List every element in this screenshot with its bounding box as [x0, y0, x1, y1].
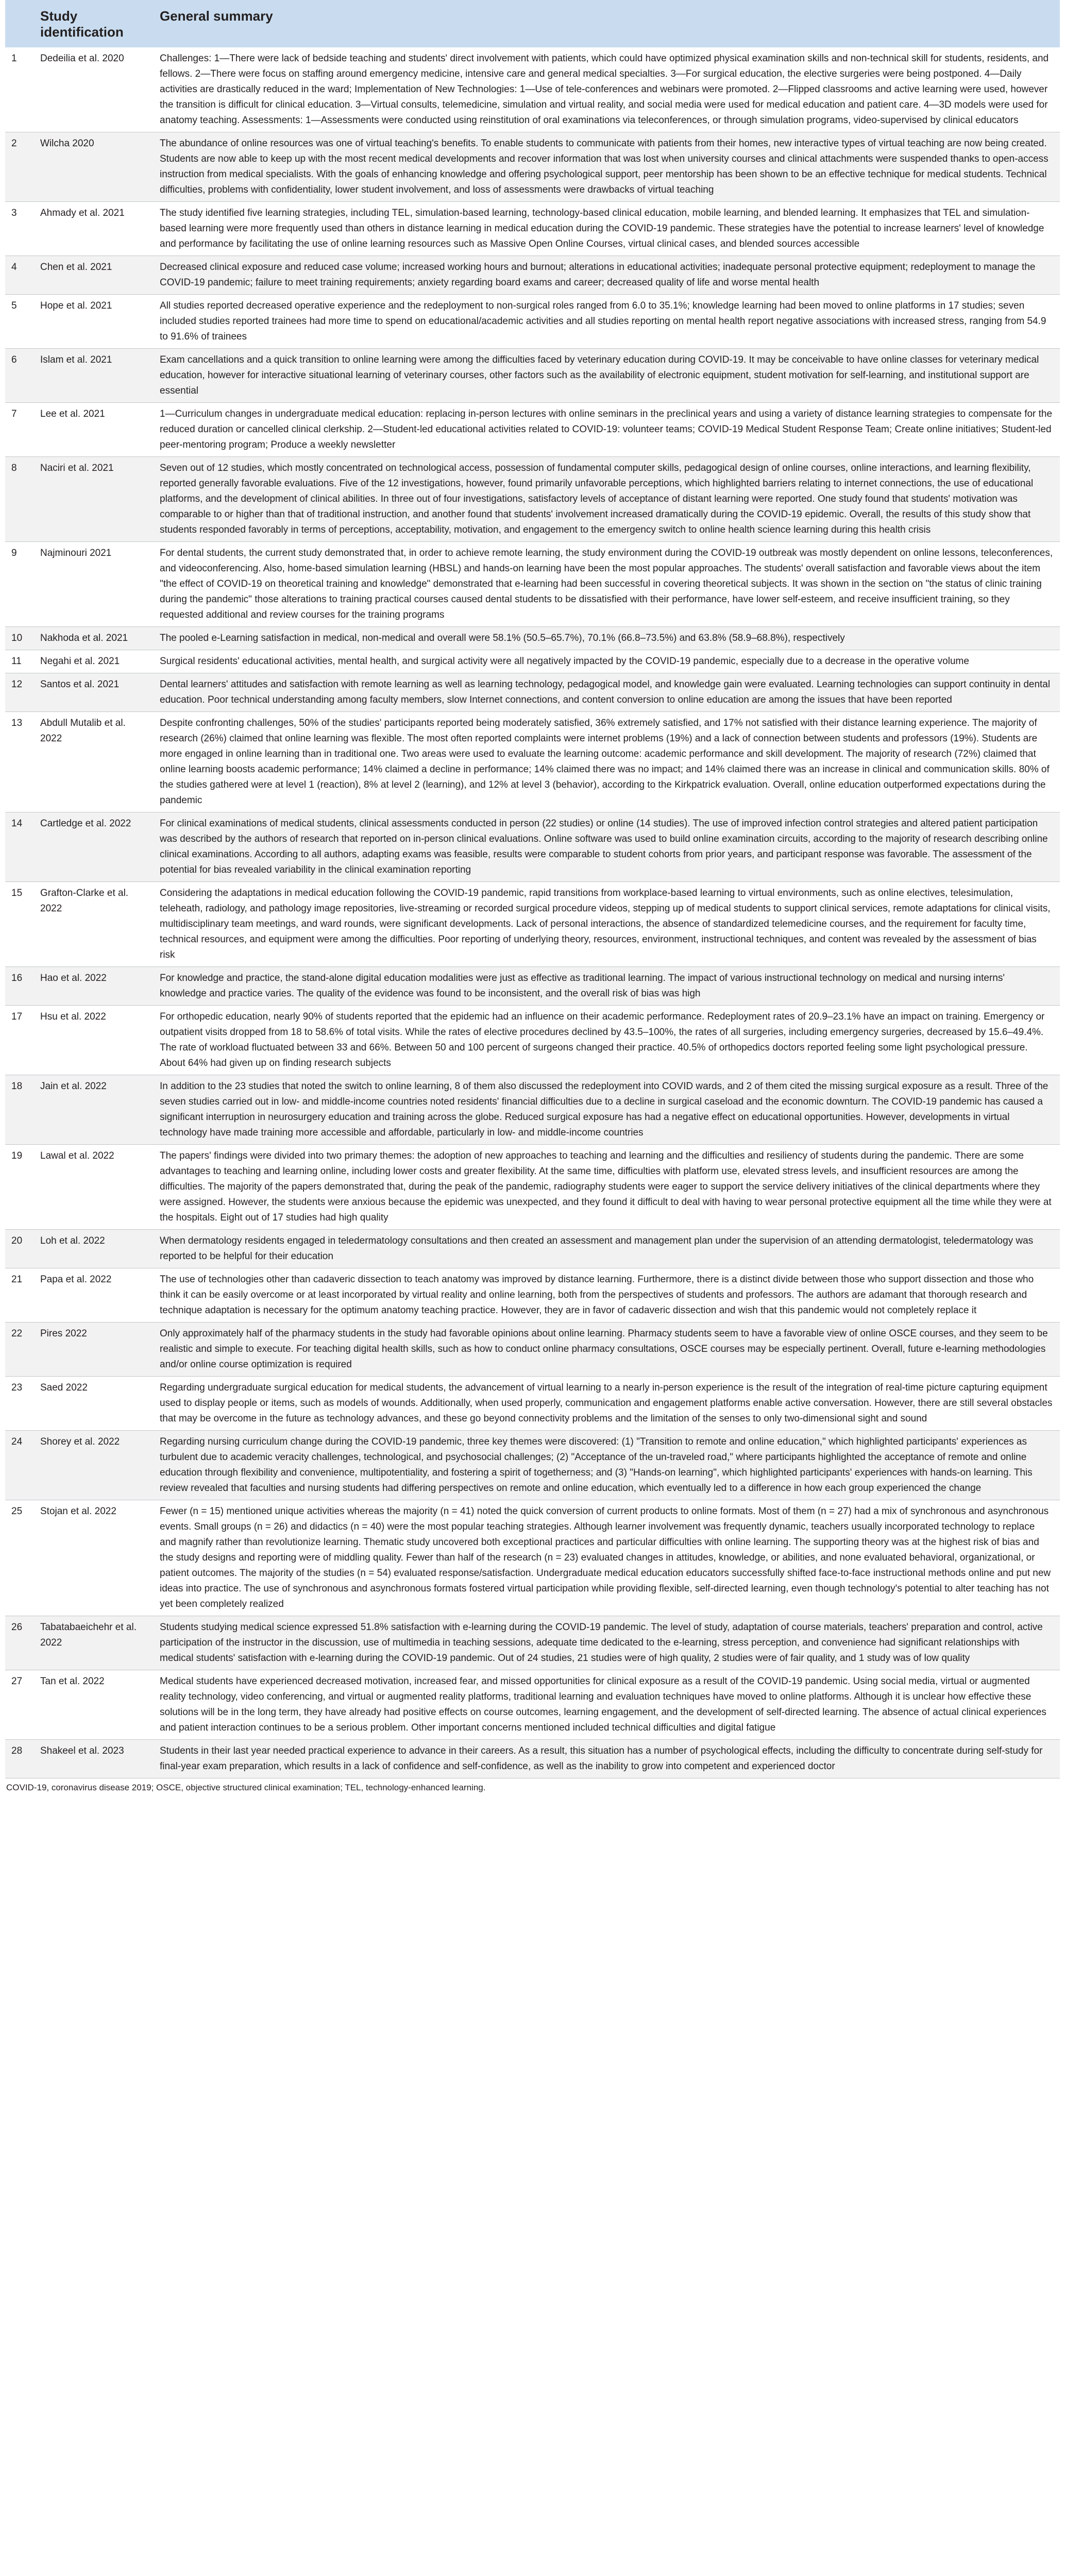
general-summary-cell: Fewer (n = 15) mentioned unique activities whereas the majority (n = 41) noted the quick conversion of current products to online formats. Most of them (n = 27) had a mix of synchronous and asynchronous events. Small groups (n = 26) and didactics (n = 40) were the most popular teaching strategies. Although learner involvement was frequently dynamic, teachers usually incorporated technology to replace and magnify rather than revolutionize learning. Thematic study uncovered both exceptional practices and particular difficulties with online learning. The supporting theory was at the highest risk of bias and the study designs and reporting were of middling quality. Fewer than half of the research (n = 23) evaluated changes in attitudes, knowledge, or abilities, and none evaluated behavioral, organizational, or patient outcomes. The majority of the studies (n = 54) evaluated response/satisfaction. Undergraduate medical education educators successfully shifted face-to-face instructional methods online and put new ideas into practice. The use of synchronous and asynchronous formats fostered virtual participation while providing flexible, self-directed learning, even though technology's potential to alter teaching has not yet been completely realized: [154, 1500, 1060, 1616]
table-row: [5, 673, 1060, 712]
general-summary-cell: Students studying medical science expressed 51.8% satisfaction with e-learning during the COVID-19 pandemic. The level of study, adaptation of course materials, teachers' preparation and control, active participation of the instructor in the discussion, use of multimedia in teaching sessions, adequate time dedicated to the e-learning, stress perception, and convenience had significant relationships with medical students' satisfaction with e-learning during the COVID-19 pandemic. Out of 24 studies, 21 studies were of high quality, 2 studies were of fair quality, and 1 study was of low quality: [154, 1616, 1060, 1670]
row-number: 26: [5, 1616, 34, 1670]
table-row: [5, 132, 1060, 202]
row-number: 14: [5, 812, 34, 882]
table-header: [5, 0, 1060, 47]
row-number: 13: [5, 712, 34, 812]
general-summary-cell: Only approximately half of the pharmacy students in the study had favorable opinions about online learning. Pharmacy students seem to have a favorable view of online OSCE courses, and they seem to be realistic and simple to execute. For teaching digital health skills, such as how to conduct online pharmacy consultations, OSCE courses may be especially pertinent. Overall, future e-learning methodologies and/or online course optimization is required: [154, 1323, 1060, 1377]
study-identification-cell: Tan et al. 2022: [34, 1670, 154, 1740]
row-number: 16: [5, 967, 34, 1006]
study-identification-cell: Stojan et al. 2022: [34, 1500, 154, 1616]
table-row: [5, 1377, 1060, 1431]
general-summary-cell: 1—Curriculum changes in undergraduate medical education: replacing in-person lectures with online seminars in the preclinical years and using a variety of distance learning strategies to compensate for the reduced duration or cancelled clinical clerkship. 2—Student-led educational activities related to COVID-19: volunteer teams; COVID-19 Medical Student Response Team; Create online initiatives; Student-led peer-mentoring program; Produce a weekly newsletter: [154, 403, 1060, 457]
table-row: [5, 1006, 1060, 1075]
study-identification-cell: Lawal et al. 2022: [34, 1145, 154, 1230]
study-identification-cell: Papa et al. 2022: [34, 1268, 154, 1323]
row-number: 8: [5, 457, 34, 542]
general-summary-cell: Dental learners' attitudes and satisfaction with remote learning as well as learning technology, pedagogical model, and knowledge gain were evaluated. Learning technologies can support continuity in dental education. Poor technical understanding among faculty members, slow Internet connections, and content conversion to online education are among the issues that have been reported: [154, 673, 1060, 712]
table-row: [5, 256, 1060, 295]
row-number: 25: [5, 1500, 34, 1616]
row-number: 15: [5, 882, 34, 967]
study-identification-cell: Hao et al. 2022: [34, 967, 154, 1006]
general-summary-cell: Students in their last year needed practical experience to advance in their careers. As a result, this situation has a number of psychological effects, including the difficulty to concentrate during self-study for final-year exam preparation, which results in a lack of confidence and self-confidence, as well as the inability to grow into competent and experienced doctor: [154, 1740, 1060, 1778]
study-identification-cell: Islam et al. 2021: [34, 349, 154, 403]
table-row: [5, 457, 1060, 542]
study-identification-cell: Chen et al. 2021: [34, 256, 154, 295]
row-number: 6: [5, 349, 34, 403]
row-number: 24: [5, 1431, 34, 1500]
general-summary-cell: Challenges: 1—There were lack of bedside teaching and students' direct involvement with patients, which could have optimized physical examination skills and non-technical skill for students, residents, and fellows. 2—There were focus on staffing around emergency medicine, intensive care and general medical specialties. 3—For surgical education, the elective surgeries were being postponed. 4—Daily activities are drastically reduced in the ward; Implementation of New Technologies: 1—Use of tele-conferences and webinars were promoted. 2—Flipped classrooms and active learning were used, however the transition is difficult for clinical education. 3—Virtual consults, telemedicine, simulation and virtual reality, and social media were used for medical education and patient care. 4—3D models were used for anatomy teaching. Assessments: 1—Assessments were conducted using reinstitution of oral examinations via teleconferences, or through simulation programs, video-supervised by clinical educators: [160, 53, 1049, 126]
study-identification-cell: Loh et al. 2022: [34, 1230, 154, 1268]
table-footnote: COVID-19, coronavirus disease 2019; OSCE, objective structured clinical examination; TEL, technology-enhanced learning.: [6, 1783, 486, 1792]
general-summary-cell: In addition to the 23 studies that noted the switch to online learning, 8 of them also discussed the redeployment into COVID wards, and 2 of them cited the missing surgical exposure as a result. Three of the seven studies carried out in low- and middle-income countries noted residents' financial difficulties due to a decline in surgical caseload and the economic downturn. The COVID-19 pandemic has caused a significant interruption in neurosurgery education and training across the globe. Reduced surgical exposure has had a negative effect on educational opportunities. However, developments in virtual technology have made training more accessible and affordable, particularly in low- and middle-income countries: [154, 1075, 1060, 1145]
study-identification-cell: Cartledge et al. 2022: [34, 812, 154, 882]
study-identification-cell: Dedeilia et al. 2020: [40, 53, 124, 64]
table-row: [5, 1145, 1060, 1230]
general-summary-cell: The papers' findings were divided into two primary themes: the adoption of new approaches to teaching and learning and the difficulties and resiliency of students during the pandemic. There are some advantages to teaching and learning online, including lower costs and greater flexibility. At the same time, difficulties with platform use, elevated stress levels, and insufficient resources are among the difficulties. The majority of the papers demonstrated that, during the peak of the pandemic, radiography students were eager to support the service delivery initiatives of the clinical departments where they were assigned. However, the students were anxious because the epidemic was unexpected, and they found it difficult to deal with having to wear personal protective equipment all the time while they were at the hospitals. Eight out of 17 studies had high quality: [154, 1145, 1060, 1230]
general-summary-cell: The use of technologies other than cadaveric dissection to teach anatomy was improved by distance learning. Furthermore, there is a distinct divide between those who support dissection and those who think it can be easily overcome or at least incorporated by virtual reality and online learning, both from the perspectives of students and professors. The authors are adamant that thorough research and technique adaptation is necessary for the optimum anatomy teaching practice. However, they are in favor of cadaveric dissection and wish that this pandemic would not completely replace it: [154, 1268, 1060, 1323]
study-identification-cell: Nakhoda et al. 2021: [34, 627, 154, 650]
study-identification-cell: Shorey et al. 2022: [34, 1431, 154, 1500]
row-number: 9: [5, 542, 34, 627]
row-number: 18: [5, 1075, 34, 1145]
table-row: [5, 1500, 1060, 1616]
study-identification-cell: Abdull Mutalib et al. 2022: [34, 712, 154, 812]
table-row: [5, 1670, 1060, 1740]
general-summary-cell: For knowledge and practice, the stand-alone digital education modalities were just as effective as traditional learning. The impact of various instructional technology on medical and nursing interns' knowledge and practice varies. The quality of the evidence was found to be inconsistent, and the overall risk of bias was high: [154, 967, 1060, 1006]
table-row: [5, 1740, 1060, 1778]
general-summary-cell: When dermatology residents engaged in teledermatology consultations and then created an assessment and management plan under the supervision of an attending dermatologist, teledermatology was reported to be helpful for their education: [154, 1230, 1060, 1268]
row-number: 10: [5, 627, 34, 650]
table-row: [5, 349, 1060, 403]
row-number: 23: [5, 1377, 34, 1431]
summary-table: [5, 0, 1060, 1778]
row-number: 5: [5, 295, 34, 349]
study-identification-cell: Najminouri 2021: [34, 542, 154, 627]
study-identification-cell: Santos et al. 2021: [34, 673, 154, 712]
header-number: [5, 0, 34, 47]
general-summary-cell: Regarding undergraduate surgical education for medical students, the advancement of virtual learning to a nearly in-person experience is the result of the integration of real-time picture capturing equipment used to display people or items, such as models of wounds. Additionally, when used properly, communication and engagement platforms enable active conversation. However, there are still several obstacles that may be overcome in the future as technology advances, and these go beyond connectivity problems and the limitation of the senses to only two-dimensional sight and sound: [154, 1377, 1060, 1431]
row-number: 27: [5, 1670, 34, 1740]
study-identification-cell: Saed 2022: [34, 1377, 154, 1431]
study-identification-cell: Naciri et al. 2021: [34, 457, 154, 542]
table-row: [5, 542, 1060, 627]
table-row: [5, 1616, 1060, 1670]
table-row: [5, 627, 1060, 650]
study-identification-cell: Negahi et al. 2021: [34, 650, 154, 673]
general-summary-cell: For orthopedic education, nearly 90% of students reported that the epidemic had an influence on their academic performance. Redeployment rates of 20.9–23.1% have an impact on training. Emergency or outpatient visits dropped from 18 to 58.6% of total visits. While the rates of elective procedures declined by 43.5–100%, the rates of all surgeries, including emergency surgeries, decreased by 15.6–49.4%. The rate of workload fluctuated between 33 and 66%. Between 50 and 100 percent of surgeons changed their practice. 40.5% of orthopedics doctors reported feeling some light psychological pressure. About 64% had given up on finding research subjects: [154, 1006, 1060, 1075]
header-row: [5, 0, 1060, 47]
study-identification-cell: Hsu et al. 2022: [34, 1006, 154, 1075]
row-number: 19: [5, 1145, 34, 1230]
row-number: 20: [5, 1230, 34, 1268]
general-summary-cell: Seven out of 12 studies, which mostly concentrated on technological access, possession of fundamental computer skills, pedagogical design of online courses, online interactions, and learning flexibility, reported generally favorable evaluations. Five of the 12 investigations, however, found primarily unfavorable perceptions, which highlighted barriers relating to internet connections, the use of educational platforms, and the development of clinical abilities. In three out of four investigations, satisfactory levels of acceptance of distant learning were reported. One study found that students' motivation was comparable to or higher than that of traditional instruction, and another found that students' involvement increased dramatically during the COVID-19 epidemic. Overall, the results of this study show that students responded favorably in terms of perceptions, acceptability, motivation, and engagement to the emergency switch to online health science learning during this health crisis: [154, 457, 1060, 542]
row-number: 4: [5, 256, 34, 295]
table-row: [5, 967, 1060, 1006]
row-number: 3: [5, 202, 34, 256]
table-row: [5, 1230, 1060, 1268]
row-number: 28: [5, 1740, 34, 1778]
table-row: [5, 202, 1060, 256]
study-identification-cell: Grafton-Clarke et al. 2022: [34, 882, 154, 967]
general-summary-cell: Surgical residents' educational activities, mental health, and surgical activity were all negatively impacted by the COVID-19 pandemic, especially due to a decrease in the operative volume: [154, 650, 1060, 673]
general-summary-cell: The pooled e-Learning satisfaction in medical, non-medical and overall were 58.1% (50.5–65.7%), 70.1% (66.8–73.5%) and 63.8% (58.9–68.8%), respectively: [154, 627, 1060, 650]
header-general-summary: General summary: [154, 0, 1060, 47]
table-row: [5, 1075, 1060, 1145]
table-row: [5, 812, 1060, 882]
general-summary-cell: Regarding nursing curriculum change during the COVID-19 pandemic, three key themes were discovered: (1) "Transition to remote and online education," which highlighted participants' experiences as turbulent due to academic veracity challenges, technological, and psychosocial challenges; (2) "Acceptance of the un-traveled road," where participants highlighted the acceptance of remote and online education through flexibility and convenience, multipotentiality, and fostering a spirit of togetherness; and (3) "Hands-on learning", which highlighted participants' experiences with hands-on learning. This review revealed that faculties and nursing students had differing perspectives on remote and online education, which eventually led to a difference in how each group experienced the change: [154, 1431, 1060, 1500]
general-summary-cell: Despite confronting challenges, 50% of the studies' participants reported being moderately satisfied, 36% extremely satisfied, and 17% not satisfied with their distance learning experience. The majority of research (26%) claimed that online learning was flexible. The most often reported complaints were internet problems (19%) and a lack of connection between students and professors (19%). Students are more engaged in online learning than in traditional one. Two areas were used to evaluate the learning outcome: academic performance and skill development. The majority of research (72%) claimed that online learning boosts academic performance; 14% claimed a decline in performance; 14% claimed there was no impact; and 14% claimed there was an increase in clinical and communication skills. 80% of the studies gathered were at level 1 (reaction), 8% at level 2 (learning), and 12% at level 3 (behavior), according to the Kirkpatrick evaluation. Overall, online education outperformed expectations during the pandemic: [154, 712, 1060, 812]
table-row: [5, 47, 1060, 132]
study-identification-cell: Tabatabaeichehr et al. 2022: [34, 1616, 154, 1670]
study-identification-cell: Pires 2022: [34, 1323, 154, 1377]
table-row: [5, 403, 1060, 457]
row-number: 7: [5, 403, 34, 457]
study-identification-cell: Wilcha 2020: [34, 132, 154, 202]
study-identification-cell: Lee et al. 2021: [34, 403, 154, 457]
row-number: 22: [5, 1323, 34, 1377]
study-identification-cell: Shakeel et al. 2023: [34, 1740, 154, 1778]
row-number: 12: [5, 673, 34, 712]
row-number: 1: [11, 53, 17, 64]
general-summary-cell: The abundance of online resources was one of virtual teaching's benefits. To enable students to communicate with patients from their homes, new interactive types of virtual teaching are now being created. Students are now able to keep up with the most recent medical developments and recover information that was lost when university courses and clinical attachments were suspended thanks to open-access instruction from medical specialists. With the goals of enhancing knowledge and offering psychological support, peer mentorship has been shown to be an effective technique for medical students. Technical difficulties, problems with confidentiality, lower student involvement, and loss of assessments were drawbacks of virtual teaching: [154, 132, 1060, 202]
general-summary-cell: Medical students have experienced decreased motivation, increased fear, and missed opportunities for clinical exposure as a result of the COVID-19 pandemic. Using social media, virtual or augmented reality technology, video conferencing, and virtual or augmented reality platforms, traditional learning and evaluation techniques have moved to online platforms. Although it is unclear how effective these solutions will be in the long term, they have already had positive effects on course outcomes, learning engagement, and the development of self-directed learning. The absence of actual clinical experiences and patient interaction continues to be a serious problem. Other important concerns mentioned included technical difficulties and digital fatigue: [154, 1670, 1060, 1740]
table-row: [5, 1323, 1060, 1377]
study-identification-cell: Jain et al. 2022: [34, 1075, 154, 1145]
table-row: [5, 1268, 1060, 1323]
general-summary-cell: All studies reported decreased operative experience and the redeployment to non-surgical roles ranged from 6.0 to 35.1%; knowledge learning had been moved to online platforms in 17 studies; seven included studies reported trainees had more time to spend on educational/academic activities and all studies reporting on mental health report negative associations with increased stress, ranging from 54.9 to 91.6% of trainees: [154, 295, 1060, 349]
table-row: [5, 1431, 1060, 1500]
study-identification-cell: Ahmady et al. 2021: [34, 202, 154, 256]
row-number: 11: [5, 650, 34, 673]
row-number: 2: [5, 132, 34, 202]
general-summary-cell: The study identified five learning strategies, including TEL, simulation-based learning, technology-based clinical education, mobile learning, and blended learning. It emphasizes that TEL and simulation-based learning were more frequently used than others in distance learning in medical education during the COVID-19 pandemic. These strategies have the potential to increase learners' level of knowledge and performance by facilitating the use of online learning resources such as Massive Open Online Courses, virtual clinical cases, and blended sources accessible: [154, 202, 1060, 256]
table-row: [5, 712, 1060, 812]
table-row: [5, 295, 1060, 349]
table-row: [5, 650, 1060, 673]
general-summary-cell: For dental students, the current study demonstrated that, in order to achieve remote learning, the study environment during the COVID-19 outbreak was mostly dependent on online lessons, teleconferences, and videoconferencing. Also, home-based simulation learning (HBSL) and hands-on learning have been the most popular approaches. The students' overall satisfaction and favorable views about the item "the effect of COVID-19 on theoretical training and knowledge" demonstrated that e-learning had been successful in covering theoretical subjects. It was shown in the section on "the status of clinic training during the pandemic" those alterations to training practical courses caused dental students to be dissatisfied with their performance, have lower self-esteem, and receive insufficient training, so they requested additional and review courses for the training programs: [154, 542, 1060, 627]
header-study-identification: Study identification: [34, 0, 154, 47]
table-row: [5, 882, 1060, 967]
row-number: 21: [5, 1268, 34, 1323]
general-summary-cell: Exam cancellations and a quick transition to online learning were among the difficulties faced by veterinary education during COVID-19. It may be conceivable to have online classes for veterinary medical education, however for interactive situational learning of veterinary courses, other factors such as the availability of electronic equipment, student motivation for self-learning, and institutional support are essential: [154, 349, 1060, 403]
general-summary-cell: Decreased clinical exposure and reduced case volume; increased working hours and burnout; alterations in educational activities; inadequate personal protective equipment; redeployment to manage the COVID-19 pandemic; failure to meet training requirements; anxiety regarding board exams and career; decreased quality of life and worse mental health: [154, 256, 1060, 295]
table-body: [5, 47, 1060, 1778]
general-summary-cell: For clinical examinations of medical students, clinical assessments conducted in person (22 studies) or online (14 studies). The use of improved infection control strategies and altered patient participation was described by the authors of research that reported on in-person clinical evaluations. Online software was used to build online examination circuits, according to the majority of research describing online clinical examinations. According to all authors, adapting exams was feasible, results were comparable to student cohorts from prior years, and participant response was favorable. The assessment of the potential for bias revealed variability in the clinical examination reporting: [154, 812, 1060, 882]
general-summary-cell: Considering the adaptations in medical education following the COVID-19 pandemic, rapid transitions from workplace-based learning to virtual environments, such as online electives, telesimulation, teleheath, radiology, and pathology image repositories, live-streaming or recorded surgical procedure videos, stepping up of medical students to support clinical services, remote adaptations for clinical visits, multidisciplinary team meetings, and ward rounds, were significant developments. Lack of personal interactions, the absence of standardized telemedicine courses, and the requirement for faculty time, technical resources, and equipment were among the difficulties. Poor reporting of underlying theory, resources, environment, instructional techniques, and content was revealed by the assessment of bias risk: [154, 882, 1060, 967]
study-identification-cell: Hope et al. 2021: [34, 295, 154, 349]
row-number: 17: [5, 1006, 34, 1075]
